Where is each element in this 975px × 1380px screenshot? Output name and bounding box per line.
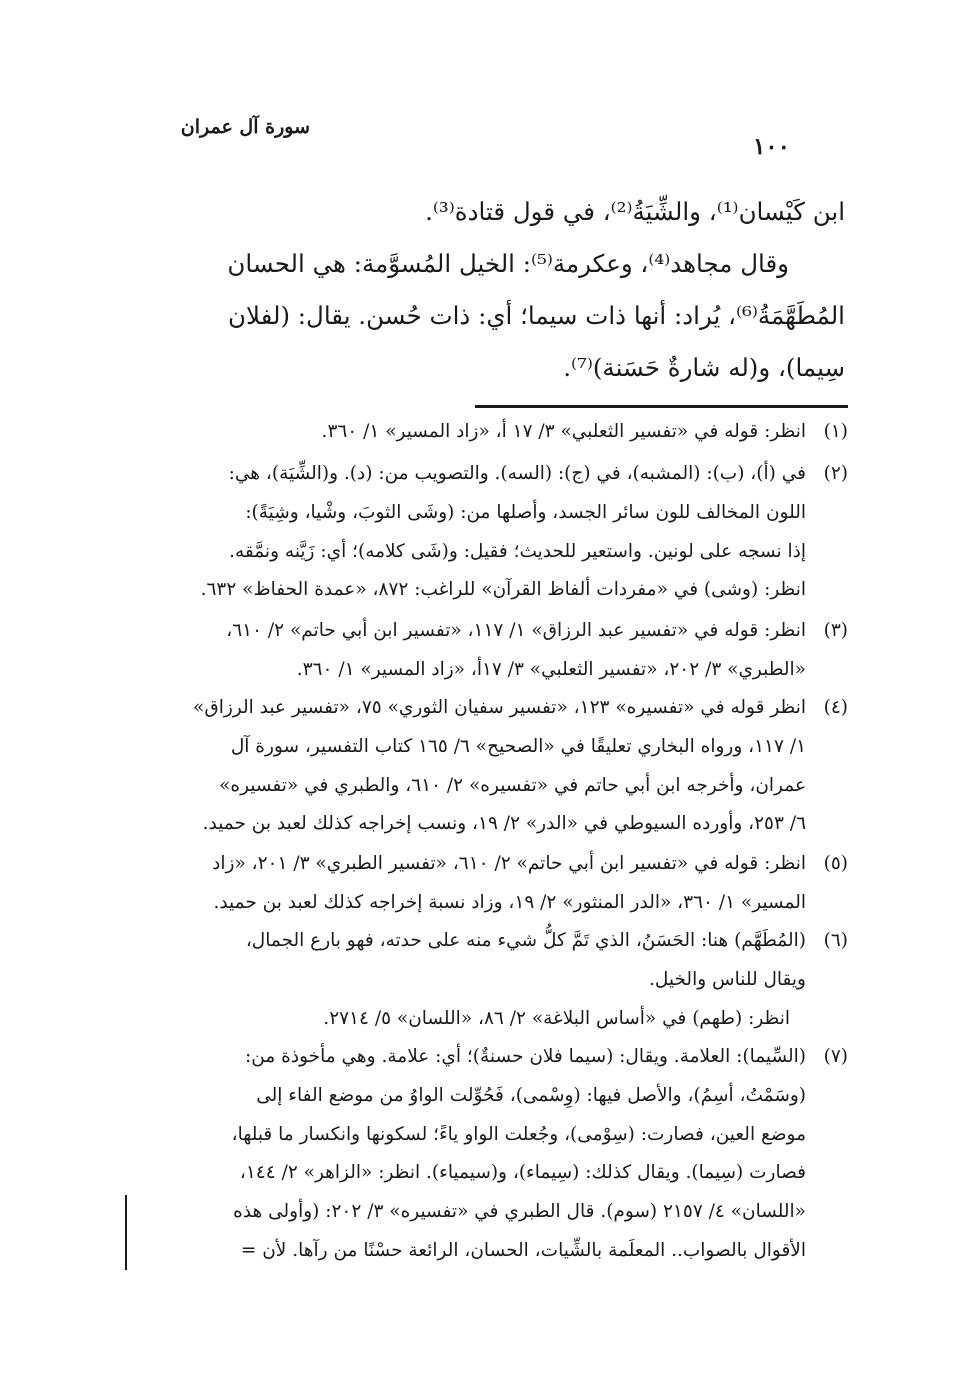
footnote-line: ٦/ ٢٥٣، وأورده السيوطي في «الدر» ٢/ ١٩، ونسب إخراجه كذلك لعبد بن حميد. [202,813,806,835]
footnote-number: (٧) [823,1046,848,1067]
footnote-line: انظر: قوله في «تفسير عبد الرزاق» ١/ ١١٧، «تفسير ابن أبي حاتم» ٢/ ٦١٠، [226,620,806,641]
footnote-number: (٢) [823,463,848,484]
footnote-number: (٤) [823,697,848,718]
footnote-number: (٥) [823,853,848,874]
footnote-line: انظر: قوله في «تفسير الثعلبي» ٣/ ١٧ أ، «زاد المسير» ١/ ٣٦٠. [321,421,806,442]
footnote-line: في (أ)، (ب): (المشبه)، في (ج): (السه). والتصويب من: (د). و(الشِّيَة)، هي: [228,463,806,484]
footnote-number: (٦) [823,930,848,951]
footnote-line: انظر: (طهم) في «أساس البلاغة» ٢/ ٨٦، «اللسان» ٥/ ٢٧١٤. [323,1007,790,1029]
footnote-line: فصارت (سِيما). ويقال كذلك: (سِيماء)، و(سيمياء). انظر: «الزاهر» ٢/ ١٤٤، [239,1162,806,1184]
footnote-line: ١/ ١١٧، ورواه البخاري تعليقًا في «الصحيح» ٦/ ١٦٥ كتاب التفسير، سورة آل [230,735,806,757]
margin-rule [125,1195,127,1270]
footnote-line: ويقال للناس والخيل. [649,968,806,990]
footnote-line: موضع العين، فصارت: (سِوْمى)، وجُعلت الواو ياءً؛ لسكونها وانكسار ما قبلها، [231,1123,806,1145]
footnote-line: «الطبري» ٣/ ٢٠٢، «تفسير الثعلبي» ٣/ ١٧أ، «زاد المسير» ١/ ٣٦٠. [296,658,806,680]
footnote-line: «اللسان» ٤/ ٢١٥٧ (سوم). قال الطبري في «تفسيره» ٣/ ٢٠٢: (وأولى هذه [233,1201,806,1223]
footnote-line: إذا نسجه على لونين. واستعير للحديث؛ فقيل: و(شَى كلامه)؛ أي: زَيَّنه ونمَّقه. [229,540,806,562]
footnote-line: انظر قوله في «تفسيره» ١٢٣، «تفسير سفيان الثوري» ٧٥، «تفسير عبد الرزاق» [193,697,806,718]
footnote-line: المسير» ١/ ٣٦٠، «الدر المنثور» ٢/ ١٩، وزاد نسبة إخراجه كذلك لعبد بن حميد. [213,891,806,913]
main-line: سِيما)، و(له شارةٌ حَسَنة)⁽⁷⁾. [563,353,845,382]
surah-title: سورة آل عمران [180,116,310,138]
footnote-line: اللون المخالف للون سائر الجسد، وأصلها من: (وشَى الثوبَ، وشْيا، وشِيَةً): [245,501,806,523]
footnote-line: عمران، وأخرجه ابن أبي حاتم في «تفسيره» ٢/ ٦١٠، والطبري في «تفسيره» [219,774,806,796]
main-line: المُطَهَّمَةُ⁽⁶⁾، يُراد: أنها ذات سيما؛ أي: ذات حُسن. يقال: (لفلان [227,301,845,330]
footnote-line: (وسَمْتُ، أسِمُ)، والأصل فيها: (وِسْمى)، فَحُوِّلت الواوُ من موضع الفاء إلى [256,1084,806,1106]
main-line: ابن كَيْسان⁽¹⁾، والشِّيَةُ⁽²⁾، في قول قتادة⁽³⁾. [425,197,845,226]
footnote-number: (٣) [823,620,848,641]
footnote-line: الأقوال بالصواب.. المعلَمة بالشِّيات، الحسان، الرائعة حسْنًا من رآها. لأن = [240,1240,806,1261]
footnote-divider [475,405,848,408]
main-line: وقال مجاهد⁽⁴⁾، وعكرمة⁽⁵⁾: الخيل المُسوَّمة: هي الحسان [227,249,789,278]
footnote-number: (١) [823,421,848,442]
main-text [110,186,845,394]
footnote-line: انظر: قوله في «تفسير ابن أبي حاتم» ٢/ ٦١٠، «تفسير الطبري» ٣/ ٢٠١، «زاد [212,853,806,874]
footnote-line: انظر: (وشى) في «مفردات ألفاظ القرآن» للراغب: ٨٧٢، «عمدة الحفاظ» ٦٣٢. [200,579,806,601]
footnote-line: (السِّيما): العلامة. ويقال: (سيما فلان حسنةٌ)؛ أي: علامة. وهي مأخوذة من: [245,1046,806,1067]
page-number: ١٠٠ [752,133,790,160]
footnote-line: (المُطَهَّم) هنا: الحَسَنُ، الذي تَمَّ كلُّ شيء منه على حدته، فهو بارع الجمال، [245,930,806,951]
